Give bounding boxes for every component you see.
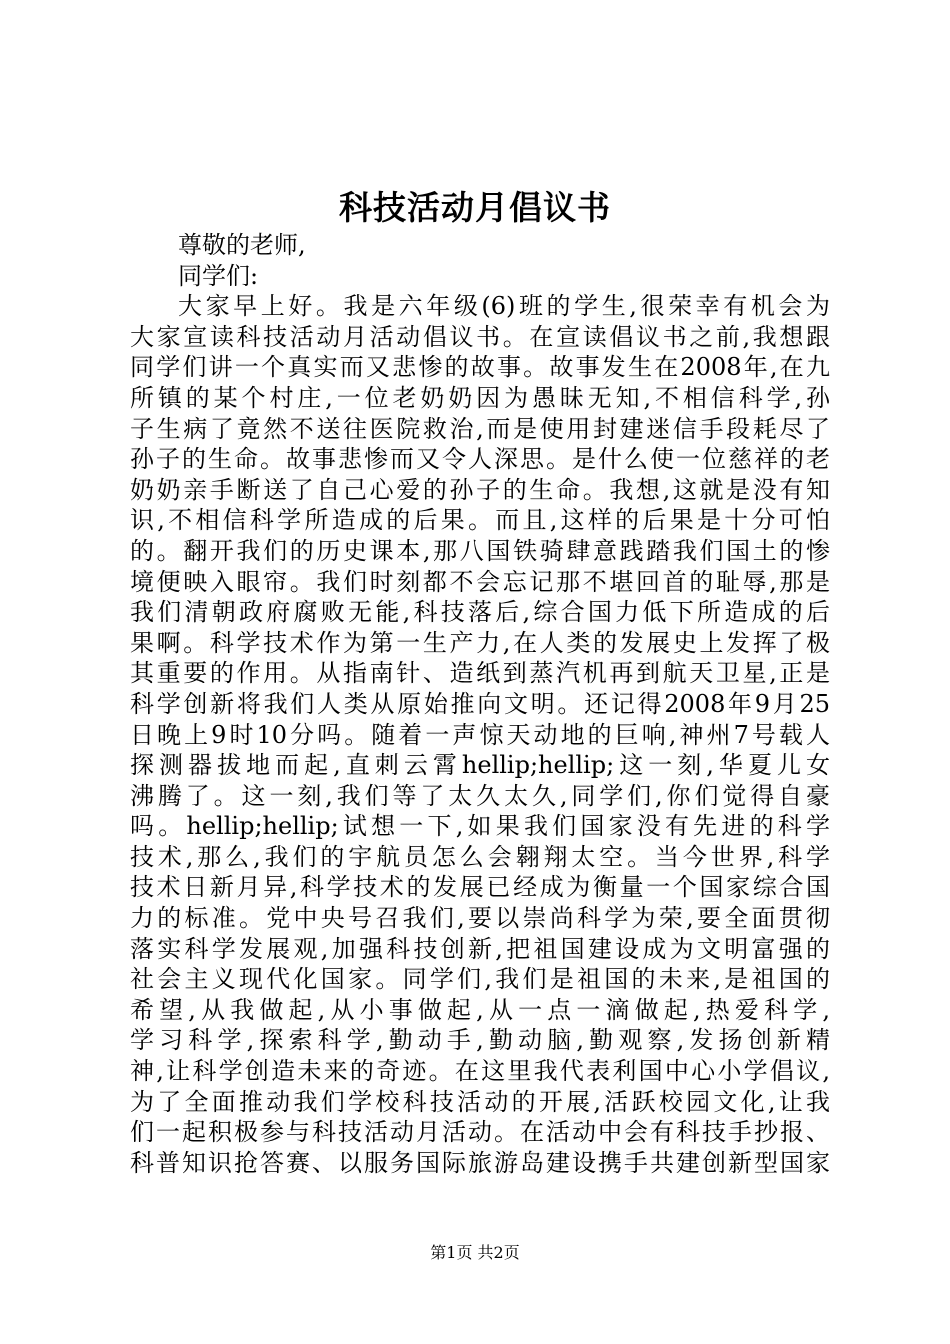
paragraph-line: 科学创新将我们人类从原始推向文明。还记得2008年9月25 xyxy=(130,689,830,718)
paragraph-line: 社会主义现代化国家。同学们,我们是祖国的未来,是祖国的 xyxy=(130,965,830,994)
document-title: 科技活动月倡议书 xyxy=(339,188,611,227)
paragraph-line: 孙子的生命。故事悲惨而又令人深思。是什么使一位慈祥的老 xyxy=(130,445,830,474)
paragraph-line: 同学们讲一个真实而又悲惨的故事。故事发生在2008年,在九 xyxy=(130,353,830,382)
paragraph-line: 奶奶亲手断送了自己心爱的孙子的生命。我想,这就是没有知 xyxy=(130,475,830,504)
paragraph-line: 们一起积极参与科技活动月活动。在活动中会有科技手抄报、 xyxy=(130,1118,830,1147)
paragraph-line: 子生病了竟然不送往医院救治,而是使用封建迷信手段耗尽了 xyxy=(130,414,830,443)
paragraph-line: 识,不相信科学所造成的后果。而且,这样的后果是十分可怕 xyxy=(130,506,830,535)
salutation-line: 尊敬的老师, xyxy=(178,231,306,259)
paragraph-line: 吗。hellip;hellip;试想一下,如果我们国家没有先进的科学 xyxy=(130,812,830,841)
page-footer xyxy=(0,1243,950,1263)
paragraph-line: 大家早上好。我是六年级(6)班的学生,很荣幸有机会为 xyxy=(178,292,830,321)
document-body xyxy=(130,230,830,1178)
paragraph-line: 其重要的作用。从指南针、造纸到蒸汽机再到航天卫星,正是 xyxy=(130,659,830,688)
paragraph-line: 所镇的某个村庄,一位老奶奶因为愚昧无知,不相信科学,孙 xyxy=(130,383,830,412)
paragraph-line: 日晚上9时10分吗。随着一声惊天动地的巨响,神州7号载人 xyxy=(130,720,830,749)
paragraph-line: 希望,从我做起,从小事做起,从一点一滴做起,热爱科学, xyxy=(130,995,830,1024)
paragraph-line: 落实科学发展观,加强科技创新,把祖国建设成为文明富强的 xyxy=(130,934,830,963)
page-number: 第1页 共2页 xyxy=(430,1243,520,1262)
paragraph-line: 为了全面推动我们学校科技活动的开展,活跃校园文化,让我 xyxy=(130,1087,830,1116)
paragraph-line: 境便映入眼帘。我们时刻都不会忘记那不堪回首的耻辱,那是 xyxy=(130,567,830,596)
paragraph-line: 技术日新月异,科学技术的发展已经成为衡量一个国家综合国 xyxy=(130,873,830,902)
salutation-line: 同学们: xyxy=(178,261,259,290)
paragraph-line: 神,让科学创造未来的奇迹。在这里我代表利国中心小学倡议, xyxy=(130,1057,830,1086)
paragraph-line: 力的标准。党中央号召我们,要以崇尚科学为荣,要全面贯彻 xyxy=(130,904,830,933)
paragraph-line: 探测器拔地而起,直刺云霄hellip;hellip;这一刻,华夏儿女 xyxy=(130,751,830,780)
paragraph-line: 的。翻开我们的历史课本,那八国铁骑肆意践踏我们国土的惨 xyxy=(130,536,830,565)
paragraph-line: 果啊。科学技术作为第一生产力,在人类的发展史上发挥了极 xyxy=(130,628,830,657)
paragraph-line: 大家宣读科技活动月活动倡议书。在宣读倡议书之前,我想跟 xyxy=(130,322,830,351)
paragraph-line: 沸腾了。这一刻,我们等了太久太久,同学们,你们觉得自豪 xyxy=(130,781,830,810)
paragraph-line: 我们清朝政府腐败无能,科技落后,综合国力低下所造成的后 xyxy=(130,598,830,627)
paragraph-line: 学习科学,探索科学,勤动手,勤动脑,勤观察,发扬创新精 xyxy=(130,1026,830,1055)
paragraph-line: 科普知识抢答赛、以服务国际旅游岛建设携手共建创新型国家 xyxy=(130,1148,830,1177)
paragraph-line: 技术,那么,我们的宇航员怎么会翱翔太空。当今世界,科学 xyxy=(130,842,830,871)
